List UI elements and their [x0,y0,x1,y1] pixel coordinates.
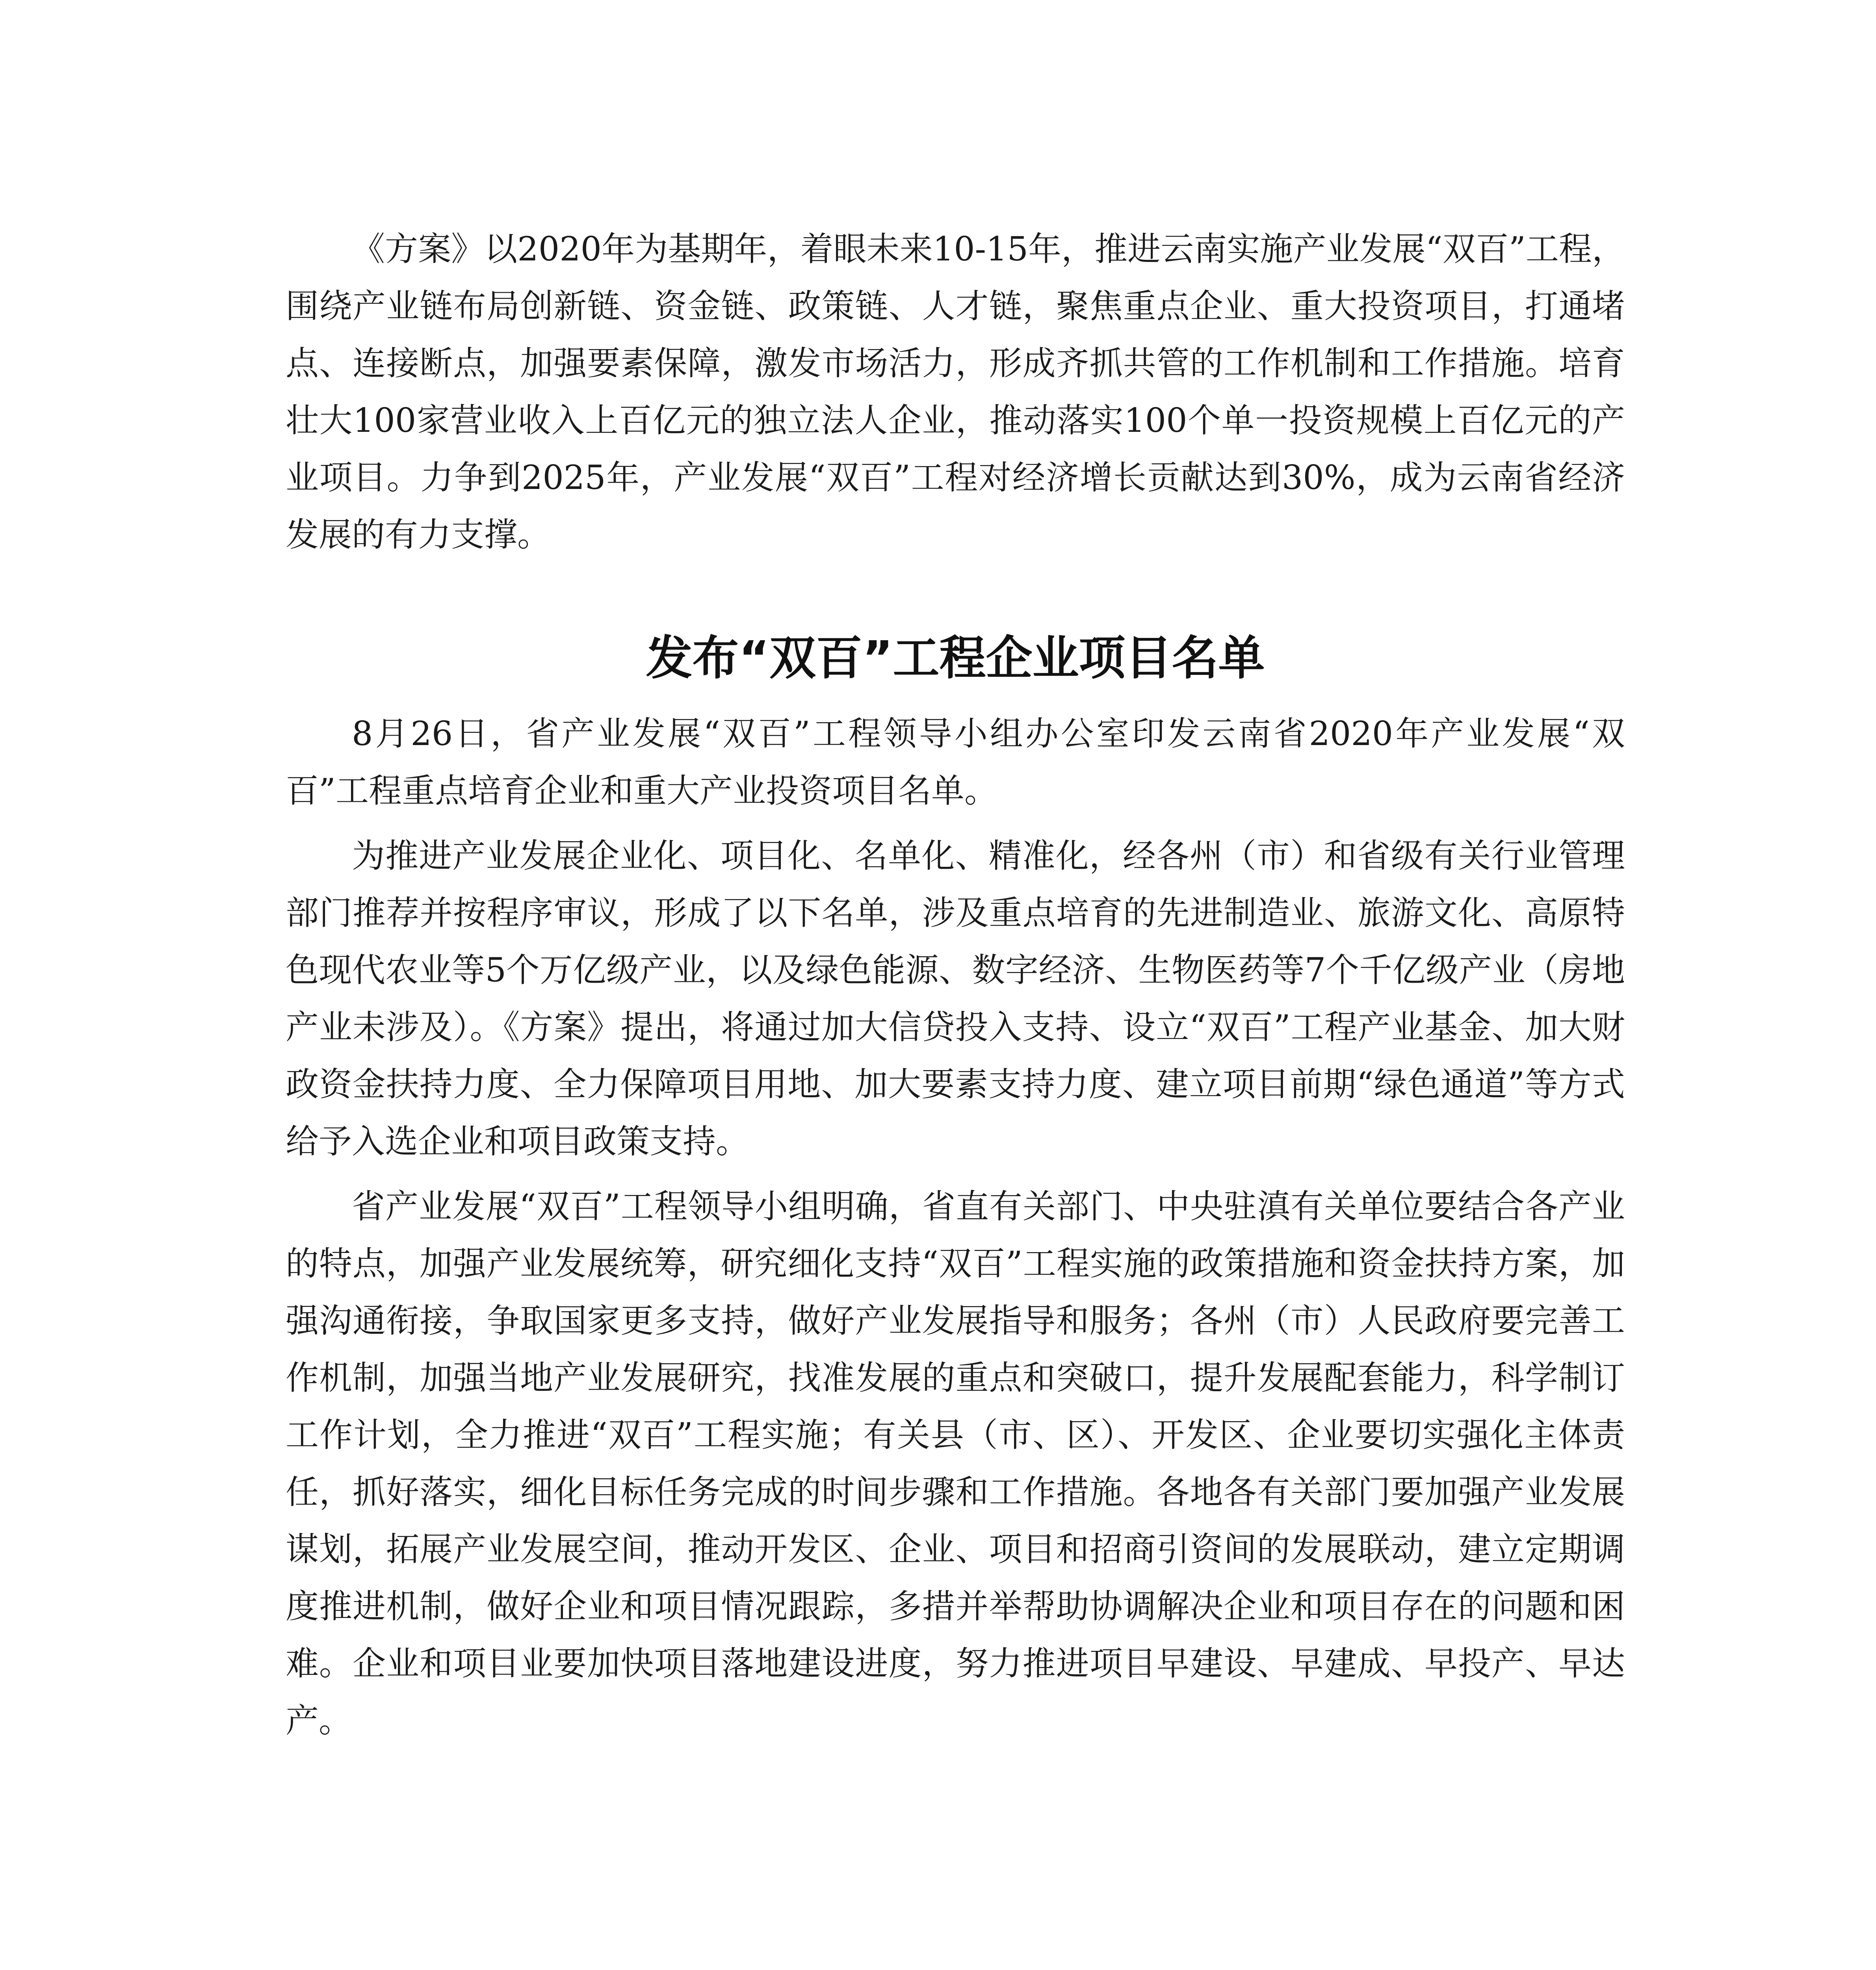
document-body [286,221,1625,1749]
section-heading: 发布“双百”工程企业项目名单 [646,631,1265,685]
paragraph-list-scope: 为推进产业发展企业化、项目化、名单化、精准化，经各州（市）和省级有关行业管理部门推荐并按程序审议，形成了以下名单，涉及重点培育的先进制造业、旅游文化、高原特色现代农业等5个万亿级产业，以及绿色能源、数字经济、生物医药等7个千亿级产业（房地产业未涉及）。《方案》提出，将通过加大信贷投入支持、设立“双百”工程产业基金、加大财政资金扶持力度、全力保障项目用地、加大要素支持力度、建立项目前期“绿色通道”等方式给予入选企业和项目政策支持。 [286,836,1625,1161]
paragraph-requirements: 省产业发展“双百”工程领导小组明确，省直有关部门、中央驻滇有关单位要结合各产业的特点，加强产业发展统筹，研究细化支持“双百”工程实施的政策措施和资金扶持方案，加强沟通衔接，争取国家更多支持，做好产业发展指导和服务；各州（市）人民政府要完善工作机制，加强当地产业发展研究，找准发展的重点和突破口，提升发展配套能力，科学制订工作计划，全力推进“双百”工程实施；有关县（市、区）、开发区、企业要切实强化主体责任，抓好落实，细化目标任务完成的时间步骤和工作措施。各地各有关部门要加强产业发展谋划，拓展产业发展空间，推动开发区、企业、项目和招商引资间的发展联动，建立定期调度推进机制，做好企业和项目情况跟踪，多措并举帮助协调解决企业和项目存在的问题和困难。企业和项目业要加快项目落地建设进度，努力推进项目早建设、早建成、早投产、早达产。 [286,1187,1625,1740]
intro-paragraph: 《方案》以2020年为基期年，着眼未来10-15年，推进云南实施产业发展“双百”工程，围绕产业链布局创新链、资金链、政策链、人才链，聚焦重点企业、重大投资项目，打通堵点、连接断点，加强要素保障，激发市场活力，形成齐抓共管的工作机制和工作措施。培育壮大100家营业收入上百亿元的独立法人企业，推动落实100个单一投资规模上百亿元的产业项目。力争到2025年，产业发展“双百”工程对经济增长贡献达到30%，成为云南省经济发展的有力支撑。 [286,230,1625,554]
paragraph-announcement: 8月26日，省产业发展“双百”工程领导小组办公室印发云南省2020年产业发展“双百”工程重点培育企业和重大产业投资项目名单。 [286,714,1625,810]
